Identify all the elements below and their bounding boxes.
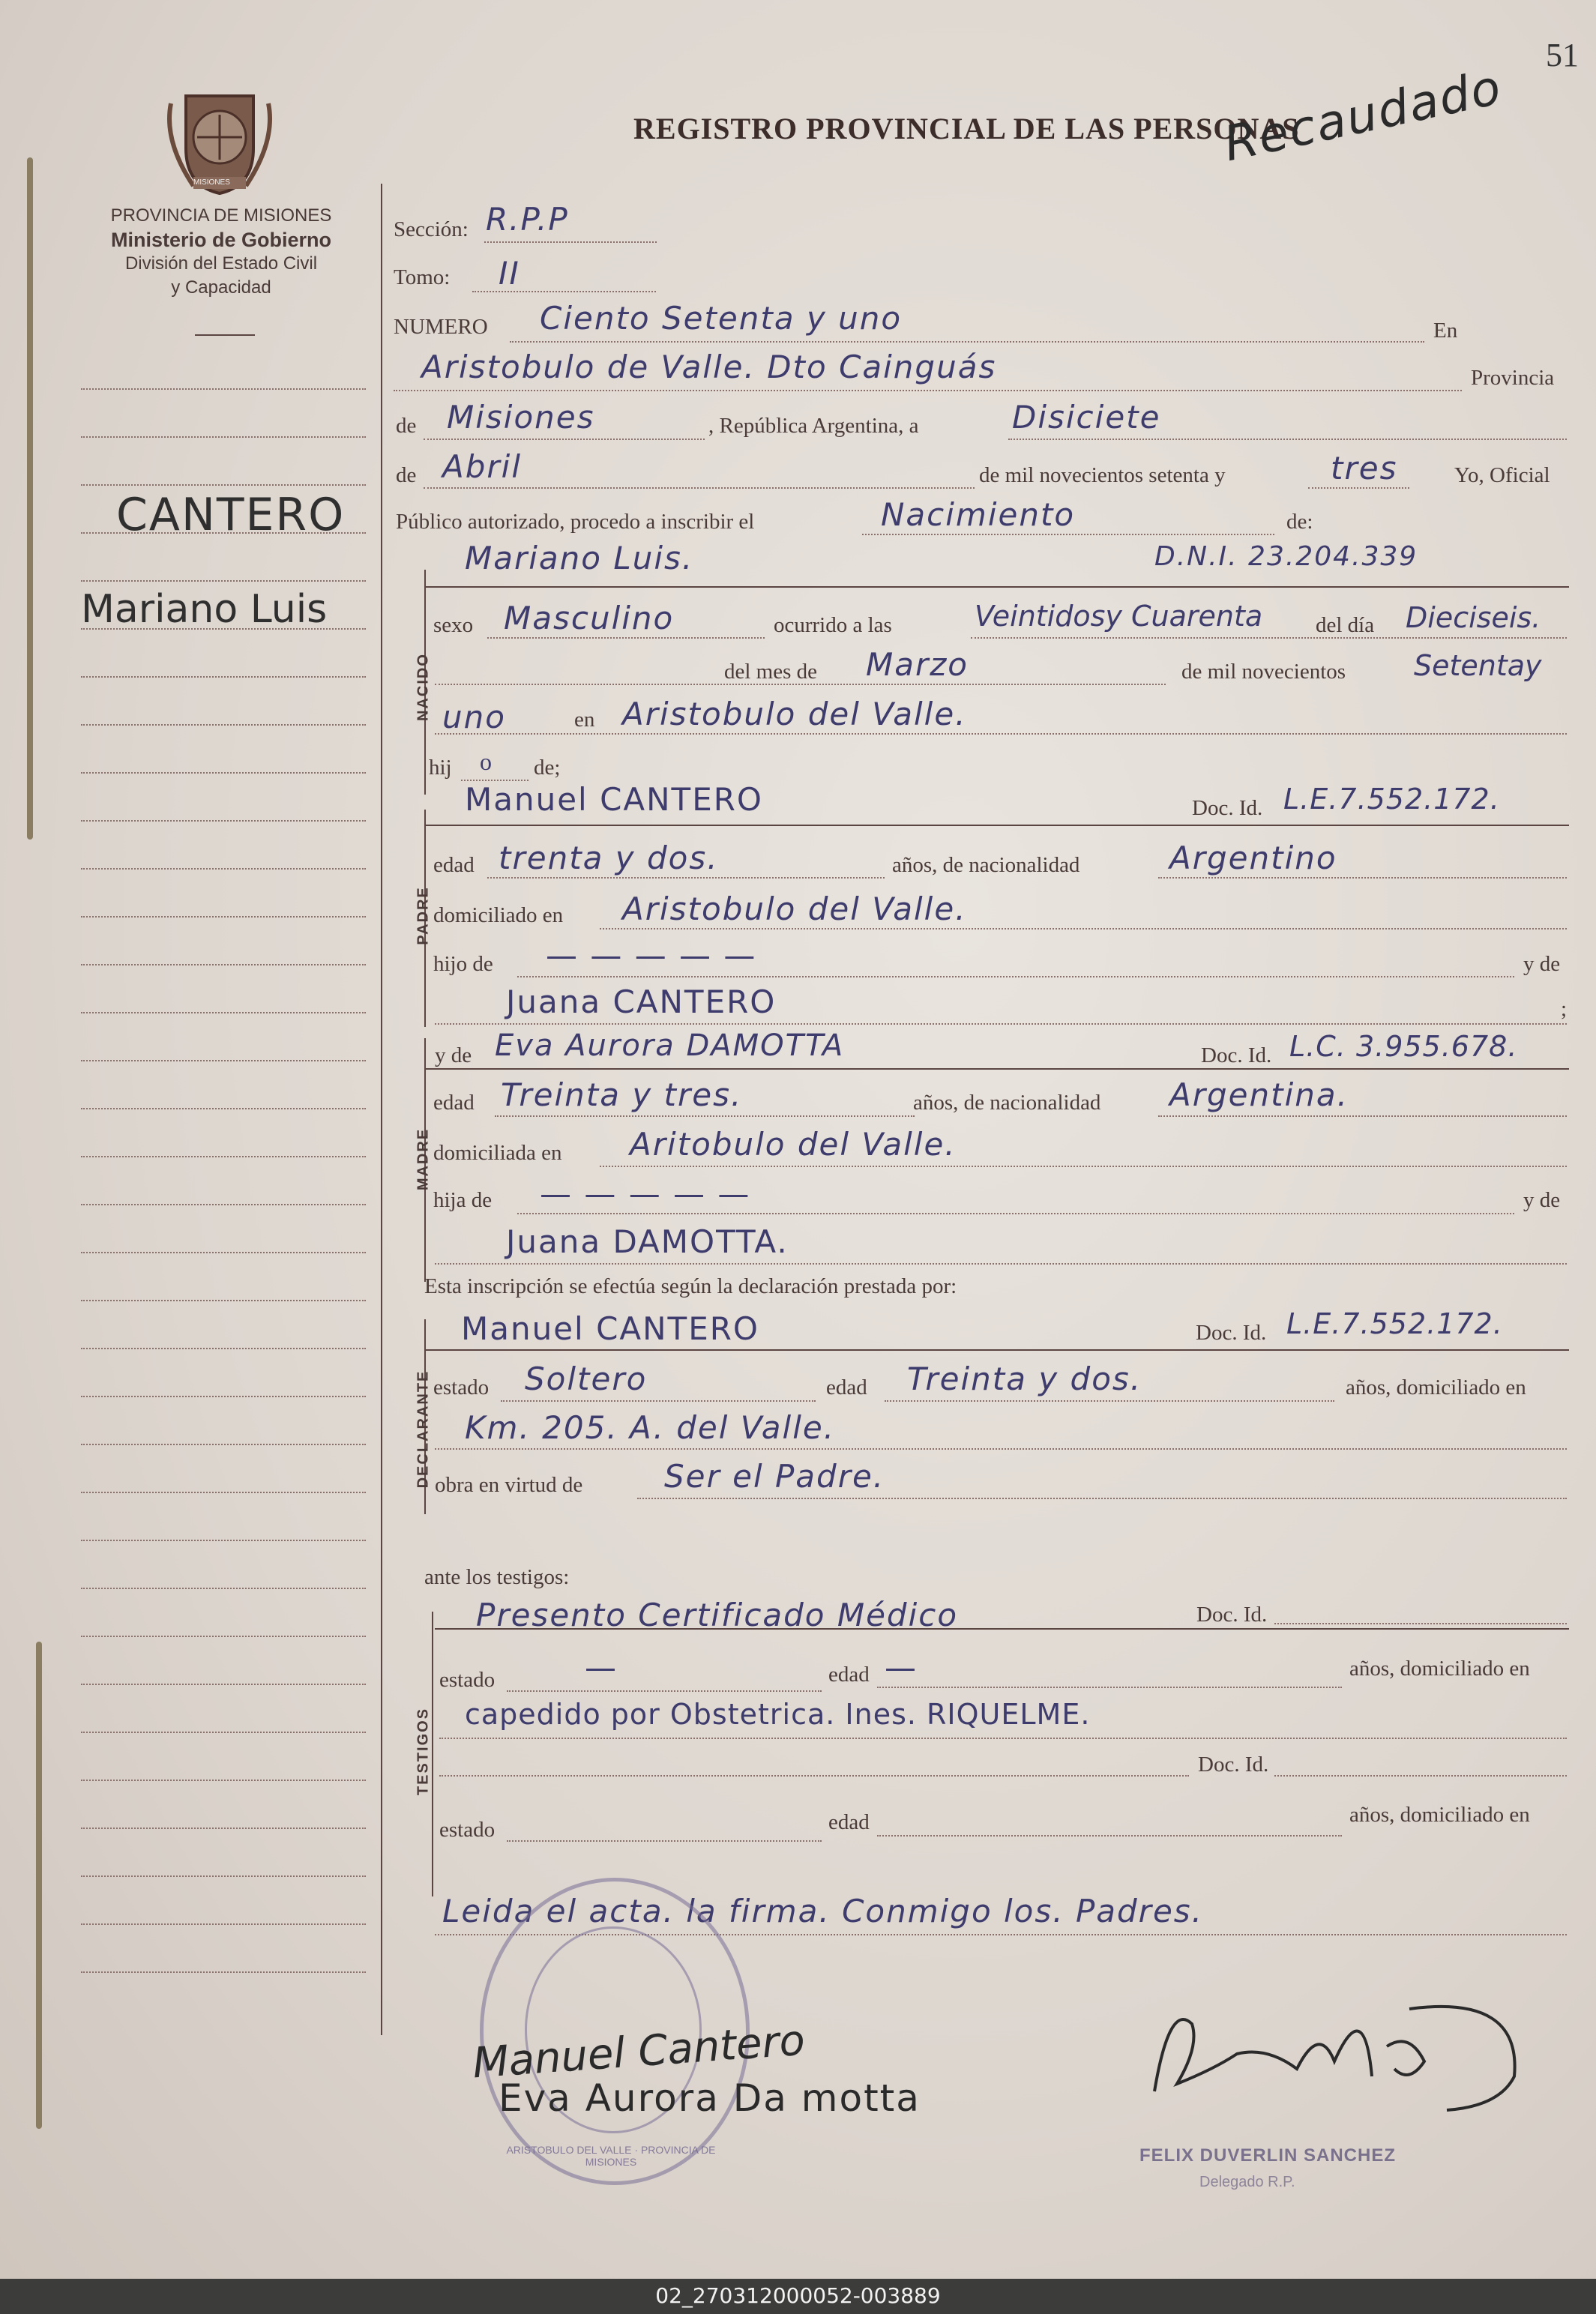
testigo1-estado-label: estado [439, 1668, 496, 1692]
publico-label: Público autorizado, procedo a inscribir el [396, 510, 755, 534]
margin-line [81, 1492, 366, 1493]
margin-line [81, 1444, 366, 1445]
dia-label: del día [1316, 613, 1375, 637]
madre-nacionalidad: Argentina. [1169, 1076, 1349, 1113]
declarante-doc: L.E.7.552.172. [1286, 1307, 1503, 1340]
testigo2-value: capedido por Obstetrica. Ines. RIQUELME. [465, 1698, 1091, 1731]
mes-nacimiento: Marzo [866, 646, 969, 683]
section-label-padre: PADRE [415, 886, 432, 945]
margin-line [81, 436, 366, 438]
fill-line [507, 1690, 822, 1692]
fill-line [435, 733, 1567, 735]
margin-line [81, 964, 366, 965]
org-line: Ministerio de Gobierno [110, 229, 332, 251]
official-role-stamp: Delegado R.P. [1199, 2174, 1295, 2190]
declarante-estado: Soltero [525, 1361, 648, 1397]
madre-edad: Treinta y tres. [501, 1076, 743, 1113]
fill-line [600, 1166, 1567, 1167]
padre-nombre: Manuel CANTERO [465, 781, 763, 818]
testigo1-value: Presento Certificado Médico [476, 1597, 959, 1633]
anio-value: tres [1331, 450, 1398, 486]
madre-yde2-label: y de [1523, 1188, 1561, 1212]
numero-value: Ciento Setenta y uno [540, 300, 903, 337]
margin-line [81, 820, 366, 822]
margin-line [81, 1156, 366, 1157]
official-name-stamp: FELIX DUVERLIN SANCHEZ [1139, 2145, 1397, 2166]
row-rule [426, 825, 1569, 826]
fill-line [1158, 877, 1567, 879]
sexo-value: Masculino [504, 600, 675, 636]
margin-line [81, 1732, 366, 1733]
fill-line [435, 1023, 1567, 1025]
en-nacimiento-label: en [574, 708, 595, 732]
testigo2-edad-label: edad [828, 1810, 870, 1834]
recaudado-signature: Recaudado [1219, 59, 1508, 173]
oficial-label: Yo, Oficial [1454, 463, 1550, 487]
declarante-nombre: Manuel CANTERO [461, 1310, 759, 1347]
de-colon-label: de: [1286, 510, 1313, 534]
org-line: PROVINCIA DE MISIONES [110, 205, 332, 226]
provincia-value: Misiones [447, 399, 595, 436]
fill-line [862, 534, 1274, 535]
margin-line [81, 1204, 366, 1205]
declarante-obra: Ser el Padre. [664, 1458, 885, 1495]
official-signature-scribble-icon [1124, 1979, 1544, 2144]
fill-line [424, 487, 975, 489]
fill-line [435, 1448, 1567, 1450]
padre-domicilio: Aristobulo del Valle. [622, 891, 967, 927]
mil-label: de mil novecientos [1181, 660, 1346, 684]
fill-line [1274, 1623, 1567, 1624]
acto-value: Nacimiento [881, 496, 1076, 533]
fill-line [877, 1835, 1342, 1837]
declarante-edad-label: edad [826, 1376, 867, 1399]
madre-madre-de: Juana DAMOTTA. [506, 1223, 789, 1260]
anio-label: de mil novecientos setenta y [979, 463, 1226, 487]
signature-padre: Manuel Cantero [471, 2016, 807, 2088]
fill-line [1274, 1775, 1567, 1777]
margin-line [81, 1060, 366, 1061]
de-label: de [396, 414, 417, 438]
madre-hija-de: — — — — — [540, 1175, 751, 1212]
hijo-suffix: o [480, 748, 492, 775]
fill-line [1158, 1115, 1567, 1117]
padre-yde-label: y de [1523, 952, 1561, 976]
margin-line [81, 868, 366, 870]
margin-line [81, 1012, 366, 1013]
margin-line [81, 676, 366, 678]
fill-line [495, 1115, 915, 1117]
madre-yde-label: y de [435, 1043, 472, 1067]
fill-line [439, 1775, 1189, 1777]
fill-line [439, 1738, 1567, 1739]
section-label-testigos: TESTIGOS [415, 1707, 432, 1796]
margin-line [81, 1348, 366, 1349]
declarante-edad: Treinta y dos. [907, 1361, 1142, 1397]
fill-line [510, 341, 1424, 343]
seccion-label: Sección: [394, 217, 469, 241]
de-label-2: de [396, 463, 417, 487]
row-rule [426, 1349, 1569, 1351]
fill-line [435, 684, 1166, 685]
margin-line [81, 1780, 366, 1781]
republica-label: , República Argentina, a [708, 414, 919, 438]
padre-nac-label: años, de nacionalidad [892, 853, 1080, 877]
divider [195, 334, 255, 336]
fill-line [600, 928, 1567, 929]
section-label-madre: MADRE [415, 1127, 432, 1191]
margin-line [81, 388, 366, 390]
testigo2-anios-label: años, domiciliado en [1349, 1803, 1530, 1827]
margin-line [81, 1923, 366, 1925]
org-line: y Capacidad [171, 277, 271, 298]
margin-line [81, 1588, 366, 1589]
testigo1-anios-label: años, domiciliado en [1349, 1657, 1530, 1681]
nacido-dni: D.N.I. 23.204.339 [1154, 541, 1418, 572]
mes-value: Abril [442, 448, 522, 485]
margin-line [81, 1300, 366, 1301]
tomo-label: Tomo: [394, 265, 451, 289]
fill-line [877, 1687, 1342, 1688]
margin-line [81, 1108, 366, 1109]
row-rule [426, 586, 1569, 588]
margin-line [81, 1971, 366, 1973]
binding-thread [27, 157, 33, 840]
madre-nac-label: años, de nacionalidad [913, 1091, 1101, 1115]
fill-line [394, 390, 1462, 391]
org-block [71, 204, 371, 300]
padre-doc: L.E.7.552.172. [1283, 783, 1500, 816]
padre-dom-label: domiciliado en [433, 903, 564, 927]
page-title: REGISTRO PROVINCIAL DE LAS PERSONAS [633, 112, 1300, 145]
madre-hija-de-label: hija de [433, 1188, 493, 1212]
madre-doc: L.C. 3.955.678. [1289, 1030, 1518, 1063]
row-rule [426, 1068, 1569, 1070]
margin-given-names: Mariano Luis [81, 587, 328, 632]
padre-edad: trenta y dos. [499, 840, 719, 876]
fill-line [885, 1400, 1334, 1402]
declarante-domicilio: Km. 205. A. del Valle. [465, 1409, 836, 1446]
testigo2-doc-label: Doc. Id. [1198, 1753, 1269, 1777]
madre-nombre: Eva Aurora DAMOTTA [495, 1028, 845, 1063]
fill-line [484, 241, 657, 243]
fill-line [637, 1498, 1567, 1499]
hora-value: Veintidosy Cuarenta [975, 600, 1263, 633]
fill-line [1308, 487, 1409, 489]
fill-line [501, 1400, 816, 1402]
file-id-bar [0, 2279, 1596, 2314]
dia-value: Disiciete [1012, 399, 1161, 436]
margin-line [81, 1396, 366, 1397]
testigos-intro: ante los testigos: [424, 1565, 570, 1589]
signature-madre: Eva Aurora Da motta [499, 2076, 921, 2120]
row-rule [435, 1628, 1569, 1630]
madre-domicilio: Aritobulo del Valle. [630, 1126, 957, 1163]
main-rule [381, 184, 382, 2035]
declarante-doc-label: Doc. Id. [1196, 1321, 1267, 1345]
testigo1-doc-label: Doc. Id. [1196, 1603, 1268, 1627]
madre-doc-label: Doc. Id. [1201, 1043, 1272, 1067]
crest-label: MISIONES [193, 178, 230, 187]
testigo1-edad-label: edad [828, 1663, 870, 1687]
declarante-estado-label: estado [433, 1376, 490, 1399]
margin-line [81, 580, 366, 582]
testigo1-edad: — [885, 1649, 918, 1686]
file-id: 02_270312000052-003889 [655, 2283, 941, 2308]
page-number: 51 [1546, 37, 1579, 73]
section-label-nacido: NACIDO [415, 653, 432, 721]
padre-madre-de: Juana CANTERO [506, 983, 777, 1020]
margin-line [81, 1252, 366, 1253]
testigo2-estado-label: estado [439, 1818, 496, 1842]
ocurrido-label: ocurrido a las [774, 613, 892, 637]
hijo-de-label: de; [534, 756, 561, 780]
sexo-label: sexo [433, 613, 474, 637]
fill-line [472, 291, 656, 292]
padre-doc-label: Doc. Id. [1192, 796, 1263, 820]
nacido-nombre: Mariano Luis. [465, 540, 694, 576]
testigo1-estado: — [585, 1649, 618, 1686]
dia-nacimiento: Dieciseis. [1406, 601, 1541, 634]
madre-dom-label: domiciliada en [433, 1141, 562, 1165]
mes-label: del mes de [724, 660, 818, 684]
declarante-intro: Esta inscripción se efectúa según la declaración prestada por: [424, 1274, 957, 1298]
tomo-value: II [499, 255, 520, 292]
fill-line [517, 1213, 1514, 1214]
fill-line [424, 439, 705, 440]
closing-text: Leida el acta. la firma. Conmigo los. Padres. [442, 1893, 1204, 1929]
margin-line [81, 1828, 366, 1829]
margin-line [81, 1636, 366, 1637]
anio-nacimiento-a: Setentay [1414, 649, 1542, 682]
padre-hijo-de-label: hijo de [433, 952, 493, 976]
declarante-obra-label: obra en virtud de [435, 1473, 583, 1497]
fill-line [507, 1840, 822, 1842]
fill-line [1008, 439, 1567, 440]
lugar-nacimiento: Aristobulo del Valle. [622, 696, 967, 732]
margin-line [81, 1875, 366, 1877]
margin-line [81, 916, 366, 918]
en-label: En [1433, 319, 1458, 343]
fill-line [517, 976, 1514, 977]
margin-line [81, 1540, 366, 1541]
fill-line [487, 637, 765, 639]
binding-thread [36, 1642, 42, 2129]
section-label-declarante: DECLARANTE [415, 1370, 432, 1489]
madre-edad-label: edad [433, 1091, 475, 1115]
margin-line [81, 772, 366, 774]
margin-line [81, 484, 366, 486]
seccion-value: R.P.P [486, 201, 569, 238]
padre-edad-label: edad [433, 853, 475, 877]
fill-line [971, 637, 1567, 639]
fill-line [435, 1263, 1567, 1265]
padre-nacionalidad: Argentino [1169, 840, 1337, 876]
lugar-value: Aristobulo de Valle. Dto Cainguás [421, 349, 997, 385]
padre-hijo-de: — — — — — [546, 937, 757, 974]
stamp-text: ARISTOBULO DEL VALLE · PROVINCIA DE MISIONES [506, 2144, 716, 2168]
provincia-label: Provincia [1471, 366, 1555, 390]
anio-nacimiento-b: uno [442, 699, 506, 735]
declarante-anios-label: años, domiciliado en [1346, 1376, 1526, 1399]
margin-surname: CANTERO [116, 489, 346, 541]
margin-line [81, 724, 366, 726]
numero-label: NUMERO [394, 315, 488, 339]
fill-line [487, 877, 885, 879]
margin-line [81, 1684, 366, 1685]
padre-semicolon: ; [1561, 997, 1568, 1021]
org-line: División del Estado Civil [124, 253, 318, 274]
hijo-label: hij [429, 756, 452, 780]
